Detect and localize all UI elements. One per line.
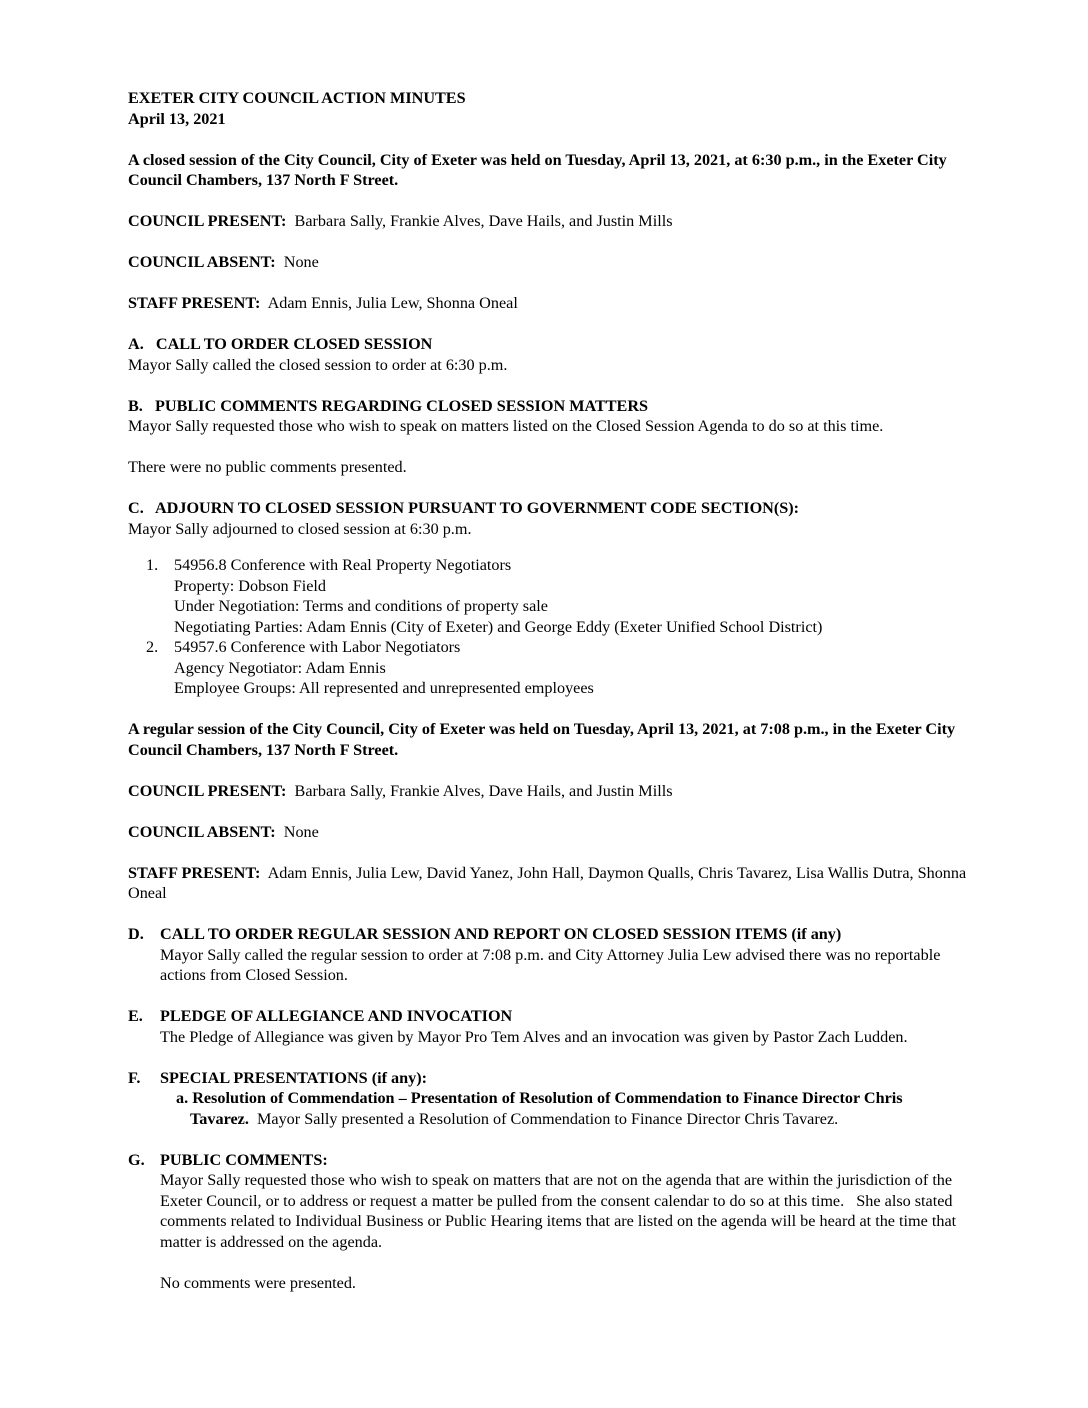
item-line: Negotiating Parties: Adam Ennis (City of Exeter) and George Eddy (Exeter Unified School District) xyxy=(174,617,823,636)
section-d-heading: CALL TO ORDER REGULAR SESSION AND REPORT ON CLOSED SESSION ITEMS (if any) xyxy=(160,925,842,943)
value: Barbara Sally, Frankie Alves, Dave Hails, and Justin Mills xyxy=(294,212,673,230)
section-letter: D. xyxy=(128,925,144,943)
regular-council-present xyxy=(128,781,968,802)
section-a-text: Mayor Sally called the closed session to order at 6:30 p.m. xyxy=(128,355,508,374)
closed-session-item-2 xyxy=(128,637,968,699)
section-b-text-2: There were no public comments presented. xyxy=(128,458,407,476)
closed-session-item-1 xyxy=(128,555,968,637)
value: None xyxy=(283,822,319,841)
value: Adam Ennis, Julia Lew, Shonna Oneal xyxy=(267,294,518,312)
item-line: Under Negotiation: Terms and conditions of property sale xyxy=(174,597,548,615)
section-letter: E. xyxy=(128,1007,143,1025)
minutes-page xyxy=(128,88,968,1293)
section-letter: F. xyxy=(128,1068,141,1087)
label: STAFF PRESENT: xyxy=(128,863,261,882)
value: None xyxy=(283,253,319,271)
item-line: 54956.8 Conference with Real Property Negotiators xyxy=(174,556,512,574)
section-e xyxy=(128,1006,968,1047)
regular-council-absent xyxy=(128,822,968,843)
section-c-heading: C. ADJOURN TO CLOSED SESSION PURSUANT TO GOVERNMENT CODE SECTION(S): xyxy=(128,499,800,517)
closed-council-present xyxy=(128,211,968,232)
label: COUNCIL ABSENT: xyxy=(128,253,276,271)
section-g xyxy=(128,1150,968,1294)
value: Barbara Sally, Frankie Alves, Dave Hails, and Justin Mills xyxy=(294,781,673,800)
section-e-heading: PLEDGE OF ALLEGIANCE AND INVOCATION xyxy=(160,1007,513,1025)
section-letter: G. xyxy=(128,1150,145,1169)
section-b-text: Mayor Sally requested those who wish to speak on matters listed on the Closed Session Agenda to do so at this time. xyxy=(128,417,884,435)
closed-council-absent xyxy=(128,252,968,273)
regular-staff-present xyxy=(128,863,968,904)
section-c-text: Mayor Sally adjourned to closed session at 6:30 p.m. xyxy=(128,519,472,538)
section-b-heading: B. PUBLIC COMMENTS REGARDING CLOSED SESSION MATTERS xyxy=(128,396,649,415)
item-number: 1. xyxy=(146,556,159,574)
label: COUNCIL ABSENT: xyxy=(128,822,276,841)
item-line: 54957.6 Conference with Labor Negotiators xyxy=(174,638,461,656)
document-title: EXETER CITY COUNCIL ACTION MINUTES xyxy=(128,89,466,107)
closed-staff-present xyxy=(128,293,968,314)
section-d xyxy=(128,924,968,986)
section-f-item-a xyxy=(176,1088,968,1129)
section-g-heading: PUBLIC COMMENTS: xyxy=(160,1150,328,1169)
item-line: Employee Groups: All represented and unrepresented employees xyxy=(174,679,594,697)
regular-session-intro: A regular session of the City Council, City of Exeter was held on Tuesday, April 13, 2021, at 7:08 p.m., in the Exeter City Council Chambers, 137 North F Street. xyxy=(128,720,956,759)
value: Adam Ennis, Julia Lew, David Yanez, John Hall, Daymon Qualls, Chris Tavarez, Lisa Wallis Dutra, Shonna Oneal xyxy=(128,863,967,902)
section-g-text: Mayor Sally requested those who wish to speak on matters that are not on the agenda that are within the jurisdiction of the Exeter Council, or to address or request a matter be pulled from the consent calendar to do so at this time. She also stated comments related to Individual Business or Public Hearing items that are listed on the agenda will be heard at the time that matter is addressed on the agenda. xyxy=(160,1171,961,1251)
section-g-text-2: No comments were presented. xyxy=(160,1273,356,1292)
item-number: 2. xyxy=(146,638,159,656)
label: COUNCIL PRESENT: xyxy=(128,781,287,800)
item-text: Mayor Sally presented a Resolution of Commendation to Finance Director Chris Tavarez. xyxy=(257,1109,839,1128)
section-a-heading: A. CALL TO ORDER CLOSED SESSION xyxy=(128,335,433,353)
label: COUNCIL PRESENT: xyxy=(128,212,287,230)
item-title: a. Resolution of Commendation – Presentation of Resolution of Commendation to Finance Director Chris Tavarez. xyxy=(176,1089,903,1128)
section-e-text: The Pledge of Allegiance was given by Mayor Pro Tem Alves and an invocation was given by Pastor Zach Ludden. xyxy=(160,1027,908,1046)
document-date: April 13, 2021 xyxy=(128,109,226,128)
section-d-text: Mayor Sally called the regular session to order at 7:08 p.m. and City Attorney Julia Lew advised there was no reportable actions from Closed Session. xyxy=(160,945,941,984)
label: STAFF PRESENT: xyxy=(128,294,261,312)
closed-session-intro: A closed session of the City Council, City of Exeter was held on Tuesday, April 13, 2021, at 6:30 p.m., in the Exeter City Council Chambers, 137 North F Street. xyxy=(128,150,947,189)
item-line: Property: Dobson Field xyxy=(174,576,326,595)
item-line: Agency Negotiator: Adam Ennis xyxy=(174,658,386,677)
section-f xyxy=(128,1068,968,1130)
section-f-heading: SPECIAL PRESENTATIONS (if any): xyxy=(160,1068,427,1087)
